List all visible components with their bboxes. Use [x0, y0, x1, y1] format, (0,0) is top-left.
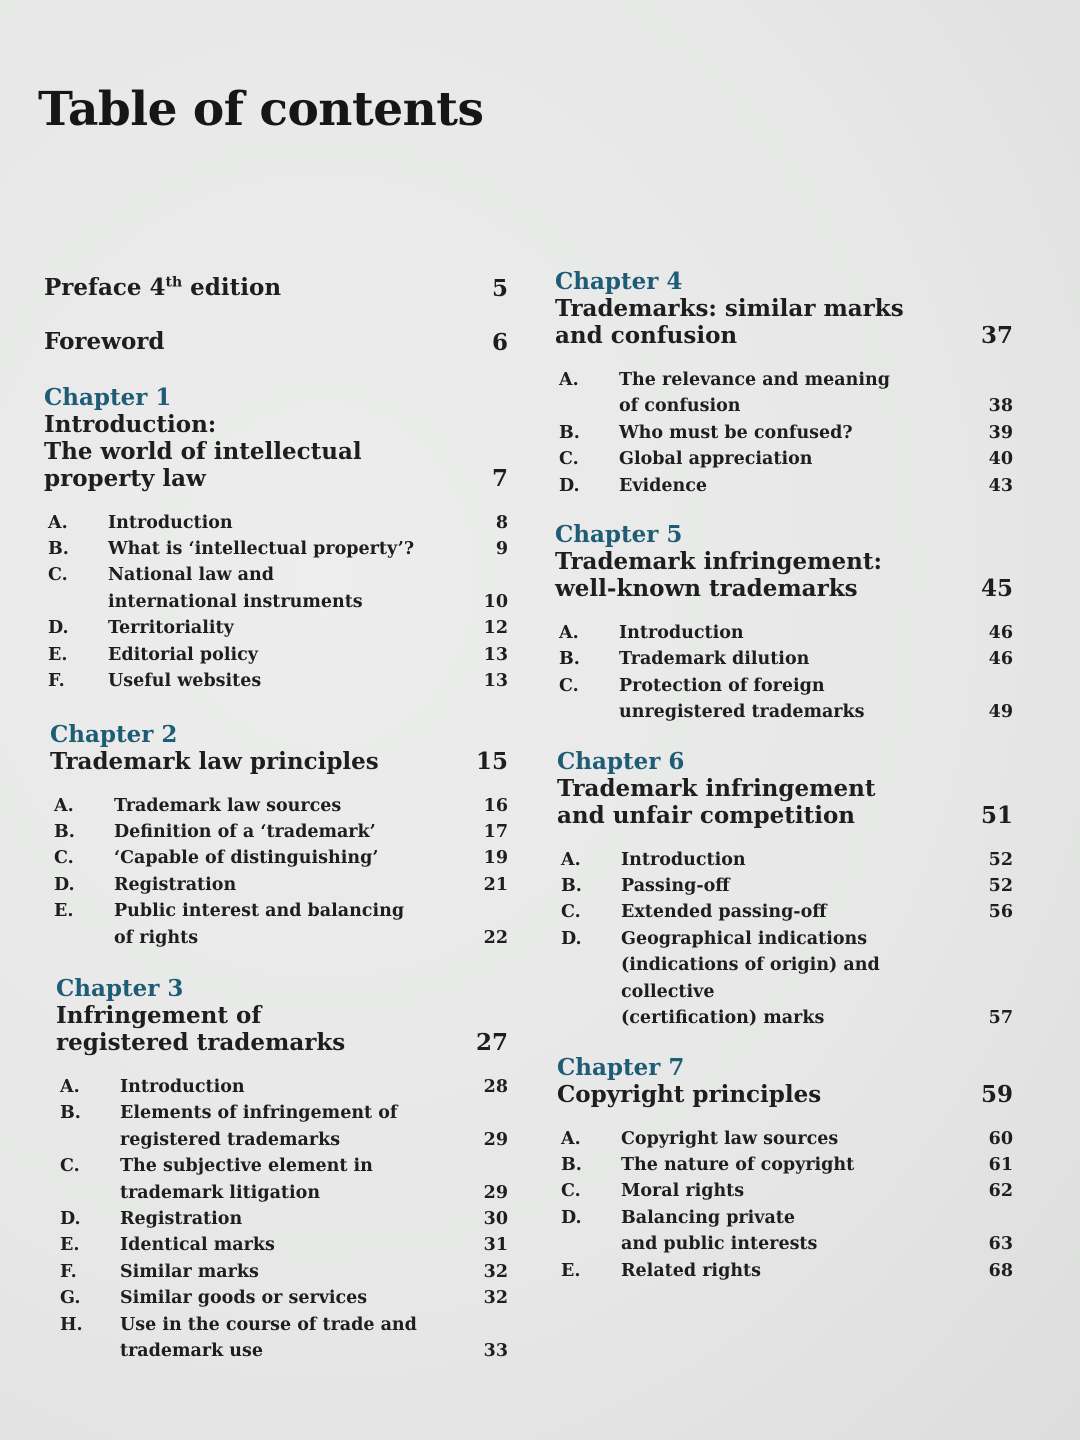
- chapter-heading[interactable]: [44, 384, 516, 492]
- toc-item[interactable]: [50, 819, 516, 845]
- chapter-items: [44, 510, 516, 695]
- item-page-number: 33: [483, 1341, 508, 1361]
- toc-item[interactable]: [557, 1205, 1021, 1258]
- chapter-section: [555, 521, 1021, 726]
- item-letter: C.: [54, 848, 74, 869]
- item-letter: A.: [48, 512, 68, 533]
- item-letter: C.: [561, 1181, 581, 1202]
- toc-item[interactable]: [56, 1074, 516, 1100]
- item-title: Definition of a ‘trademark’: [114, 821, 376, 842]
- toc-item[interactable]: [56, 1153, 516, 1206]
- toc-item[interactable]: [557, 847, 1021, 873]
- chapter-title: Copyright principles: [557, 1080, 822, 1108]
- toc-item[interactable]: [44, 536, 516, 562]
- item-page-number: 46: [988, 649, 1013, 670]
- chapter-section: [557, 748, 1021, 1032]
- chapter-label: Chapter 7: [557, 1053, 685, 1081]
- chapter-items: [56, 1074, 516, 1364]
- toc-item[interactable]: [555, 420, 1021, 446]
- item-letter: D.: [561, 928, 582, 949]
- front-title: Preface 4th edition: [44, 273, 282, 301]
- item-title: Who must be confused?: [619, 422, 853, 443]
- item-page-number: 9: [495, 539, 508, 560]
- item-page-number: 29: [483, 1182, 508, 1203]
- item-title: National law and international instruments: [108, 565, 363, 612]
- item-page-number: 29: [483, 1129, 508, 1150]
- toc-item[interactable]: [557, 873, 1021, 899]
- item-title: Evidence: [619, 475, 708, 496]
- chapter-heading[interactable]: [50, 721, 516, 775]
- item-letter: D.: [561, 1207, 582, 1228]
- item-title: Registration: [114, 874, 237, 895]
- chapter-section: [56, 975, 516, 1364]
- item-title: Trademark dilution: [619, 649, 810, 670]
- chapter-section: [50, 721, 516, 951]
- toc-item[interactable]: [557, 1178, 1021, 1204]
- item-letter: A.: [561, 849, 581, 870]
- item-title: The nature of copyright: [621, 1154, 855, 1175]
- toc-front-preface[interactable]: [44, 268, 516, 302]
- toc-item[interactable]: [555, 673, 1021, 726]
- item-page-number: 21: [483, 874, 508, 895]
- toc-item[interactable]: [56, 1100, 516, 1153]
- item-title: The subjective element in trademark litigation: [120, 1156, 373, 1203]
- item-page-number: 16: [483, 795, 508, 816]
- toc-item[interactable]: [555, 620, 1021, 646]
- item-letter: H.: [60, 1314, 83, 1335]
- chapter-title: Trademarks: similar marks and confusion: [555, 295, 904, 349]
- chapter-items: [555, 367, 1021, 499]
- item-page-number: 8: [495, 512, 508, 533]
- toc-item[interactable]: [44, 510, 516, 536]
- item-letter: D.: [559, 475, 580, 496]
- item-page-number: 12: [483, 618, 508, 639]
- chapter-section: [44, 384, 516, 695]
- toc-item[interactable]: [56, 1259, 516, 1285]
- item-title: Public interest and balancing of rights: [114, 901, 405, 948]
- chapter-label: Chapter 4: [555, 268, 683, 295]
- item-page-number: 19: [483, 848, 508, 869]
- item-letter: E.: [60, 1235, 80, 1256]
- item-page-number: 32: [483, 1288, 508, 1309]
- item-title: Copyright law sources: [621, 1128, 839, 1149]
- item-page-number: 52: [988, 849, 1013, 870]
- item-title: Moral rights: [621, 1181, 745, 1202]
- item-title: Introduction: [108, 512, 233, 533]
- left-column: [44, 268, 516, 1364]
- item-letter: C.: [559, 449, 579, 470]
- chapter-items: [50, 793, 516, 951]
- item-title: Protection of foreign unregistered trademarks: [619, 675, 865, 723]
- item-letter: E.: [48, 644, 68, 665]
- chapter-page-number: 7: [491, 464, 508, 492]
- chapter-page-number: 15: [475, 747, 508, 775]
- item-title: The relevance and meaning of confusion: [619, 370, 890, 417]
- item-title: Introduction: [621, 849, 746, 870]
- chapter-label: Chapter 1: [44, 383, 172, 411]
- item-letter: A.: [561, 1128, 581, 1149]
- toc-item[interactable]: [56, 1206, 516, 1232]
- front-page-number: 5: [491, 274, 508, 302]
- toc-item[interactable]: [557, 899, 1021, 925]
- front-title: Foreword: [44, 327, 165, 355]
- item-letter: B.: [54, 821, 75, 842]
- item-title: Identical marks: [120, 1235, 275, 1256]
- chapter-label: Chapter 3: [56, 974, 184, 1002]
- toc-item[interactable]: [555, 473, 1021, 499]
- toc-item[interactable]: [50, 898, 516, 951]
- chapter-title: Trademark infringement and unfair competition: [557, 774, 876, 829]
- toc-item[interactable]: [50, 845, 516, 871]
- front-matter: [44, 268, 516, 356]
- chapter-section: [557, 1054, 1021, 1284]
- front-page-number: 6: [491, 328, 508, 356]
- item-page-number: 13: [483, 671, 508, 692]
- item-title: Editorial policy: [108, 644, 258, 665]
- toc-item[interactable]: [555, 446, 1021, 472]
- chapter-title: Introduction: The world of intellectual property law: [44, 410, 362, 492]
- item-title: Global appreciation: [619, 449, 813, 470]
- item-title: Related rights: [621, 1260, 761, 1281]
- item-page-number: 17: [483, 821, 508, 842]
- item-page-number: 10: [483, 591, 508, 612]
- item-page-number: 60: [988, 1128, 1013, 1149]
- chapter-label: Chapter 6: [557, 747, 685, 775]
- item-page-number: 13: [483, 644, 508, 665]
- chapter-label: Chapter 2: [50, 720, 178, 748]
- item-letter: G.: [60, 1288, 81, 1309]
- toc-item[interactable]: [557, 1258, 1021, 1284]
- item-letter: C.: [561, 902, 581, 923]
- chapter-section: [555, 268, 1021, 499]
- toc-front-foreword[interactable]: [44, 328, 516, 356]
- item-page-number: 31: [483, 1235, 508, 1256]
- toc-item[interactable]: [44, 642, 516, 668]
- item-title: Passing-off: [621, 876, 730, 897]
- item-page-number: 49: [988, 702, 1013, 723]
- item-letter: C.: [60, 1156, 80, 1177]
- item-title: Introduction: [120, 1076, 245, 1097]
- toc-item[interactable]: [557, 1126, 1021, 1152]
- toc-item[interactable]: [555, 646, 1021, 672]
- item-letter: C.: [559, 675, 579, 696]
- toc-item[interactable]: [555, 367, 1021, 420]
- item-page-number: 32: [483, 1261, 508, 1282]
- chapter-title: Trademark infringement: well-known trademarks: [555, 548, 882, 603]
- item-page-number: 57: [988, 1008, 1013, 1029]
- toc-item[interactable]: [44, 562, 516, 615]
- chapter-heading[interactable]: [555, 521, 1021, 602]
- item-letter: B.: [559, 422, 580, 443]
- item-letter: A.: [559, 623, 579, 644]
- item-letter: F.: [48, 671, 65, 692]
- item-page-number: 40: [988, 449, 1013, 470]
- item-letter: C.: [48, 565, 68, 586]
- item-title: Trademark law sources: [114, 795, 342, 816]
- item-page-number: 61: [988, 1154, 1013, 1175]
- item-title: Useful websites: [108, 671, 262, 692]
- item-page-number: 30: [483, 1208, 508, 1229]
- item-letter: A.: [60, 1076, 80, 1097]
- item-page-number: 38: [988, 396, 1013, 417]
- chapter-items: [555, 620, 1021, 726]
- toc-item[interactable]: [44, 668, 516, 694]
- chapter-page-number: 59: [980, 1080, 1013, 1108]
- chapter-heading[interactable]: [555, 268, 1021, 349]
- item-letter: B.: [561, 1154, 582, 1175]
- chapter-label: Chapter 5: [555, 521, 683, 549]
- toc-item[interactable]: [50, 793, 516, 819]
- page-title: Table of contents: [38, 82, 484, 137]
- right-column: [555, 268, 1021, 1284]
- toc-item[interactable]: [557, 1152, 1021, 1178]
- item-letter: F.: [60, 1261, 77, 1282]
- item-title: Geographical indications (indications of origin) and collective (certification) marks: [621, 928, 880, 1029]
- item-letter: A.: [559, 370, 579, 390]
- item-page-number: 56: [988, 902, 1013, 923]
- item-title: Registration: [120, 1208, 243, 1229]
- item-letter: D.: [48, 618, 69, 639]
- chapter-page-number: 27: [475, 1028, 508, 1056]
- item-title: Balancing private and public interests: [621, 1207, 818, 1255]
- item-title: Use in the course of trade and trademark use: [120, 1314, 417, 1361]
- toc-item[interactable]: [44, 615, 516, 641]
- toc-item[interactable]: [56, 1312, 516, 1365]
- item-page-number: 68: [988, 1260, 1013, 1281]
- item-title: What is ‘intellectual property’?: [108, 539, 415, 560]
- chapter-title: Trademark law principles: [50, 747, 379, 775]
- item-title: Elements of infringement of registered trademarks: [120, 1103, 398, 1150]
- chapter-title: Infringement of registered trademarks: [56, 1001, 346, 1056]
- item-page-number: 43: [988, 475, 1013, 496]
- item-letter: D.: [54, 874, 75, 895]
- chapter-heading[interactable]: [56, 975, 516, 1056]
- left-chapters: [44, 384, 516, 1365]
- chapter-page-number: 51: [980, 801, 1013, 829]
- item-page-number: 63: [988, 1234, 1013, 1255]
- item-page-number: 62: [988, 1181, 1013, 1202]
- chapter-heading[interactable]: [557, 748, 1021, 829]
- chapter-page-number: 37: [980, 322, 1013, 349]
- right-chapters: [555, 268, 1021, 1284]
- item-title: Extended passing-off: [621, 902, 827, 923]
- item-page-number: 22: [483, 927, 508, 948]
- item-letter: B.: [60, 1103, 81, 1124]
- item-page-number: 52: [988, 876, 1013, 897]
- item-page-number: 39: [988, 422, 1013, 443]
- chapter-heading[interactable]: [557, 1054, 1021, 1108]
- item-letter: B.: [559, 649, 580, 670]
- item-letter: A.: [54, 795, 74, 816]
- chapter-items: [557, 1126, 1021, 1284]
- item-letter: B.: [48, 539, 69, 560]
- item-title: Territoriality: [108, 618, 234, 639]
- item-title: Similar marks: [120, 1261, 259, 1282]
- chapter-page-number: 45: [980, 575, 1013, 603]
- toc-item[interactable]: [56, 1285, 516, 1311]
- toc-item[interactable]: [557, 926, 1021, 1032]
- item-title: Introduction: [619, 623, 744, 644]
- chapter-items: [557, 847, 1021, 1032]
- item-letter: E.: [54, 901, 74, 922]
- item-letter: D.: [60, 1208, 81, 1229]
- item-page-number: 28: [483, 1076, 508, 1097]
- item-letter: E.: [561, 1260, 581, 1281]
- item-title: ‘Capable of distinguishing’: [114, 848, 379, 869]
- toc-item[interactable]: [50, 872, 516, 898]
- item-title: Similar goods or services: [120, 1288, 368, 1309]
- toc-item[interactable]: [56, 1232, 516, 1258]
- item-letter: B.: [561, 876, 582, 897]
- item-page-number: 46: [988, 623, 1013, 644]
